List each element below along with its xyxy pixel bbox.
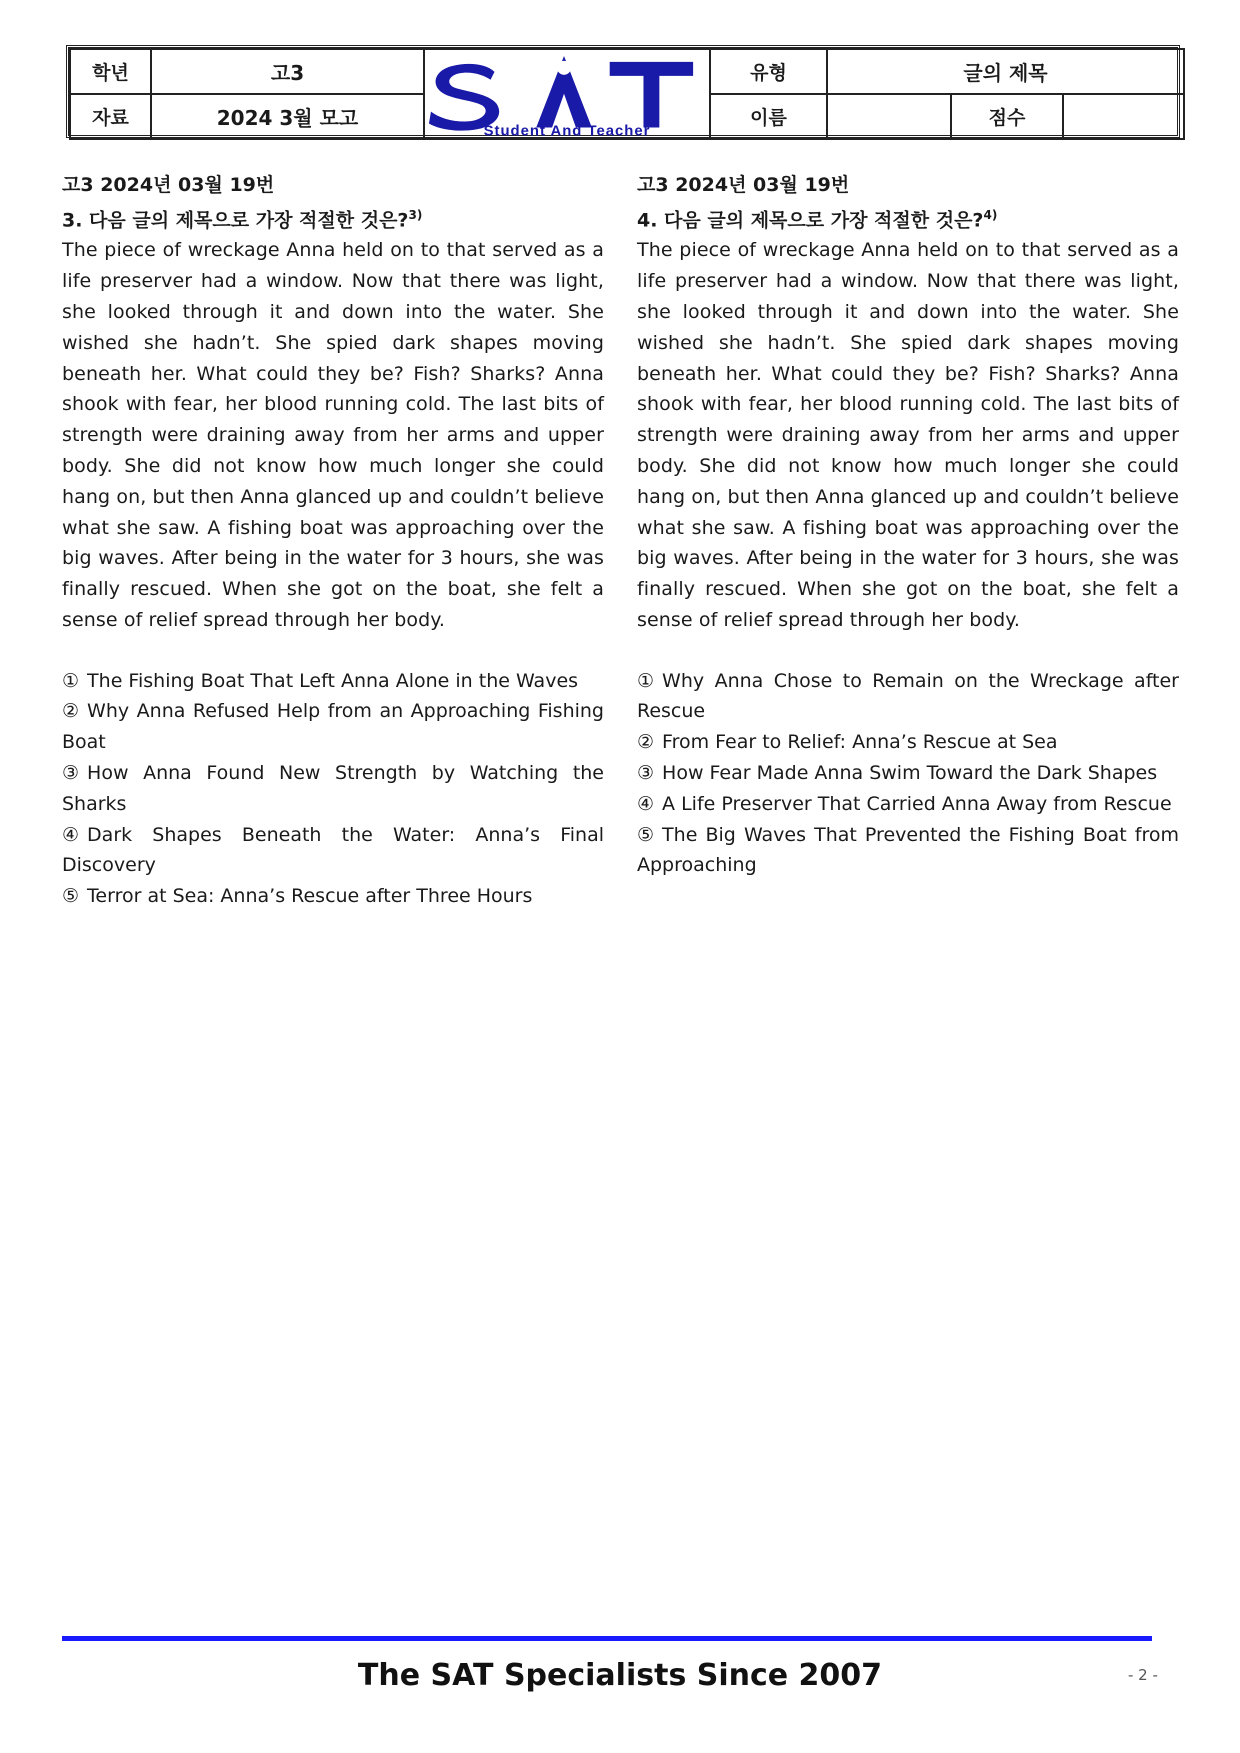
question-3-options	[62, 666, 604, 912]
option-number: ③	[637, 762, 655, 785]
option-text: Why Anna Chose to Remain on the Wreckage after Rescue	[637, 669, 1179, 723]
option-item[interactable]	[62, 820, 604, 882]
question-3-column	[62, 170, 604, 912]
question-4-source: 고3 2024년 03월 19번	[637, 174, 850, 196]
question-4-prompt-text: 4. 다음 글의 제목으로 가장 적절한 것은?	[637, 209, 984, 232]
question-3-prompt	[62, 200, 604, 235]
footer-tagline: The SAT Specialists Since 2007	[357, 1658, 883, 1693]
question-4-prompt	[637, 200, 1179, 235]
sat-logo	[425, 50, 709, 138]
name-value[interactable]	[827, 94, 951, 139]
option-item[interactable]	[62, 881, 604, 912]
option-number: ①	[62, 669, 80, 692]
score-label: 점수	[951, 94, 1063, 139]
question-4-footnote: 4)	[983, 208, 998, 222]
option-text: How Anna Found New Strength by Watching the Sharks	[62, 762, 604, 815]
question-4-options	[637, 666, 1179, 882]
type-value: 글의 제목	[827, 49, 1184, 94]
question-3-source: 고3 2024년 03월 19번	[62, 174, 275, 196]
option-text: Dark Shapes Beneath the Water: Anna’s Final Discovery	[62, 823, 604, 877]
grade-value: 고3	[151, 49, 424, 94]
logo-cell	[424, 49, 710, 139]
option-number: ①	[637, 669, 655, 692]
question-3-prompt-text: 3. 다음 글의 제목으로 가장 적절한 것은?	[62, 209, 409, 232]
grade-label: 학년	[70, 49, 151, 94]
question-4-passage: The piece of wreckage Anna held on to that served as a life preserver had a window. Now that there was light, she looked through it and down into the water. She wished she hadn’t. She spied dark shapes moving beneath her. What could they be? Fish? Sharks? Anna shook with fear, her blood running cold. The last bits of strength were draining away from her arms and upper body. She did not know how much longer she could hang on, but then Anna glanced up and couldn’t believe what she saw. A fishing boat was approaching over the big waves. After being in the water for 3 hours, she was finally rescued. When she got on the boat, she felt a sense of relief spread through her body.	[637, 239, 1179, 631]
question-3-passage: The piece of wreckage Anna held on to that served as a life preserver had a window. Now that there was light, she looked through it and down into the water. She wished she hadn’t. She spied dark shapes moving beneath her. What could they be? Fish? Sharks? Anna shook with fear, her blood running cold. The last bits of strength were draining away from her arms and upper body. She did not know how much longer she could hang on, but then Anna glanced up and couldn’t believe what she saw. A fishing boat was approaching over the big waves. After being in the water for 3 hours, she was finally rescued. When she got on the boat, she felt a sense of relief spread through her body.	[62, 239, 604, 631]
option-number: ②	[62, 700, 80, 723]
option-number: ④	[637, 792, 655, 815]
logo-subtitle: Student And Teacher	[483, 123, 651, 139]
option-text: The Big Waves That Prevented the Fishing Boat from Approaching	[637, 823, 1179, 877]
footer-rule	[62, 1636, 1152, 1641]
option-text: The Fishing Boat That Left Anna Alone in the Waves	[87, 669, 579, 692]
option-number: ③	[62, 762, 80, 785]
option-item[interactable]	[637, 820, 1179, 882]
type-label: 유형	[710, 49, 827, 94]
page-number: - 2 -	[1128, 1666, 1158, 1684]
score-value[interactable]	[1063, 94, 1184, 139]
option-item[interactable]	[62, 696, 604, 758]
option-text: A Life Preserver That Carried Anna Away from Rescue	[662, 792, 1172, 815]
question-4-column	[637, 170, 1179, 881]
option-item[interactable]	[637, 789, 1179, 820]
material-value: 2024 3월 모고	[151, 94, 424, 139]
option-text: Terror at Sea: Anna’s Rescue after Three Hours	[87, 885, 533, 908]
option-number: ④	[62, 823, 80, 846]
option-item[interactable]	[62, 758, 604, 820]
option-item[interactable]	[637, 727, 1179, 758]
option-text: Why Anna Refused Help from an Approaching Fishing Boat	[62, 700, 604, 754]
option-item[interactable]	[637, 758, 1179, 789]
option-text: How Fear Made Anna Swim Toward the Dark Shapes	[662, 762, 1158, 785]
material-label: 자료	[70, 94, 151, 139]
option-number: ⑤	[637, 823, 655, 846]
question-3-footnote: 3)	[408, 208, 423, 222]
option-item[interactable]	[637, 666, 1179, 728]
option-number: ⑤	[62, 885, 80, 908]
header-table	[66, 45, 1180, 138]
name-label: 이름	[710, 94, 827, 139]
option-text: From Fear to Relief: Anna’s Rescue at Sea	[662, 731, 1058, 754]
option-item[interactable]	[62, 666, 604, 697]
option-number: ②	[637, 731, 655, 754]
